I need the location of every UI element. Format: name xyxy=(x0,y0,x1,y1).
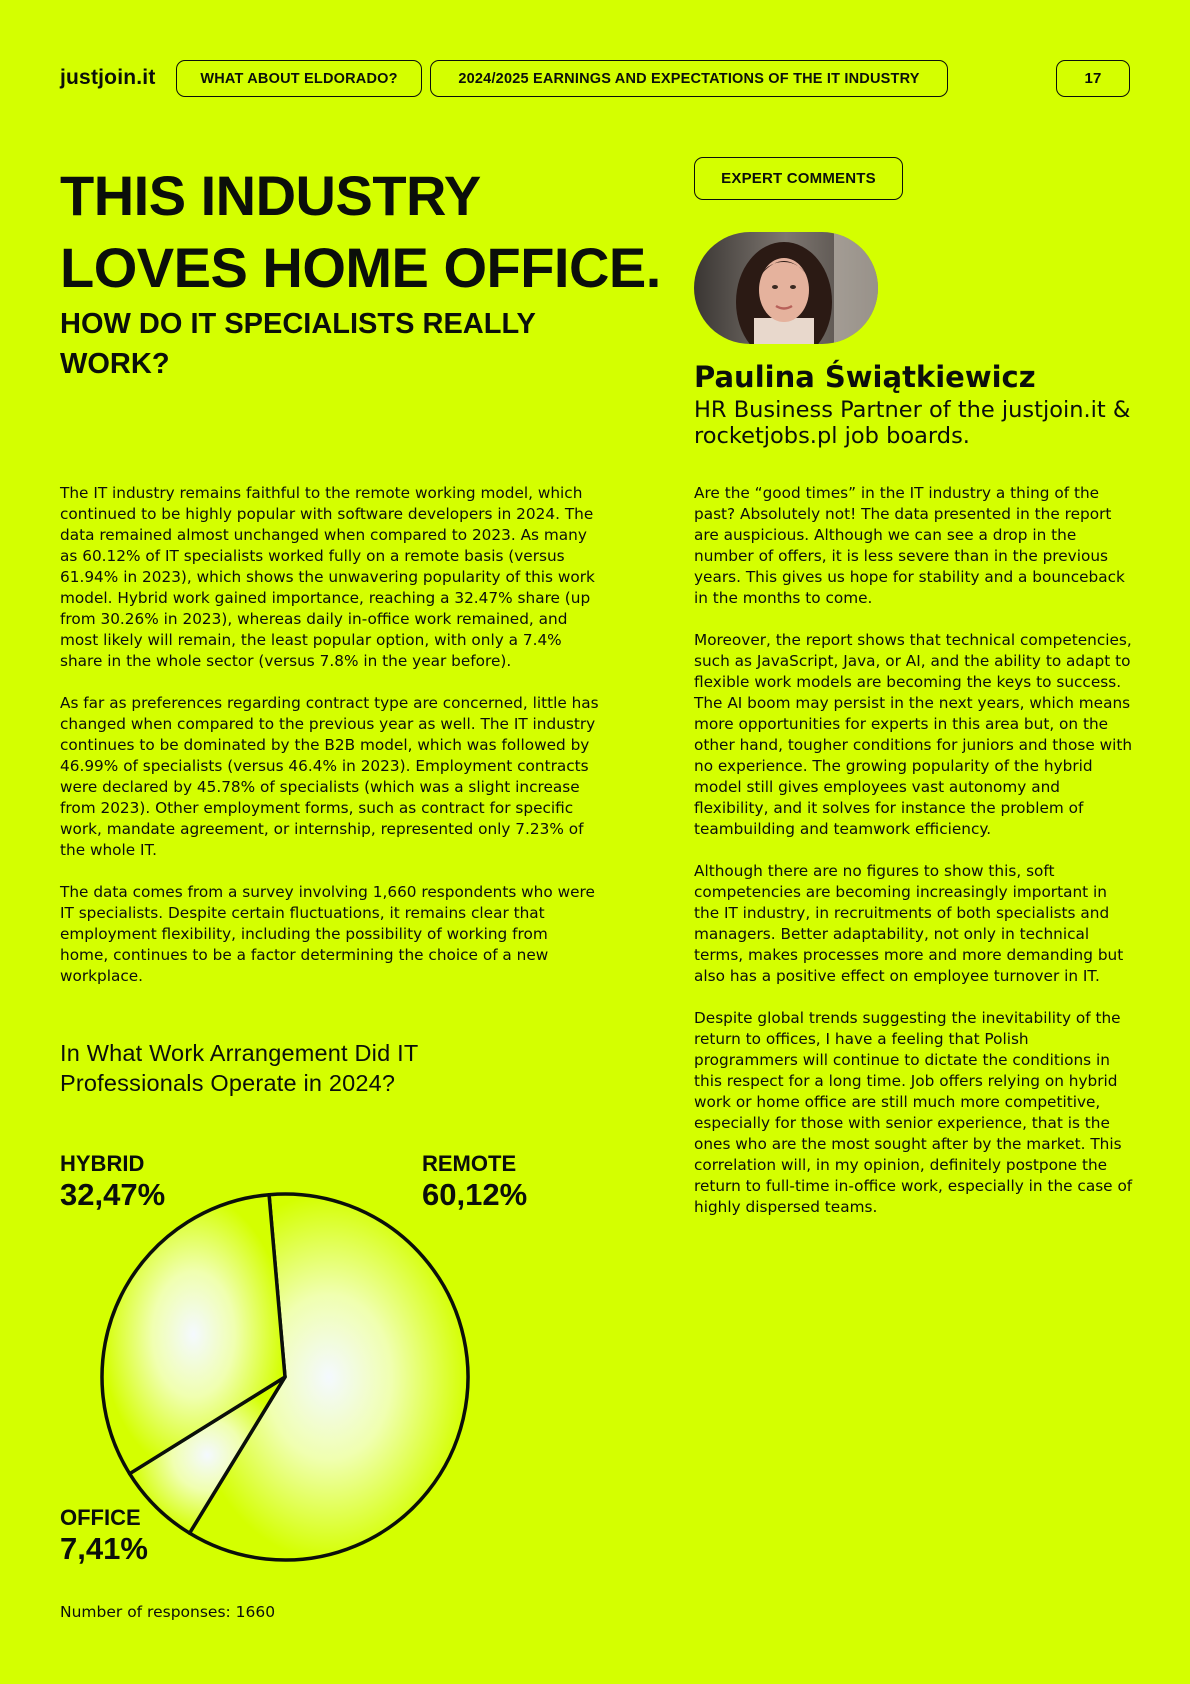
slice-value-remote: 60,12% xyxy=(422,1177,528,1212)
expert-name: Paulina Świątkiewicz xyxy=(694,360,1036,394)
article-paragraph: The data comes from a survey involving 1,660 respondents who were IT specialists. Despite certain fluctuations, it remains clear that employment flexibility, including the possibility of working from home, continues to be a factor determining the choice of a new workplace. xyxy=(60,883,595,985)
pie-chart xyxy=(90,1182,480,1572)
slice-label-remote: REMOTE xyxy=(422,1151,517,1176)
article-paragraph: The IT industry remains faithful to the remote working model, which continued to be highly popular with software developers in 2024. The data remained almost unchanged when compared to 2023. As many as 60.12% of IT specialists worked fully on a remote basis (versus 61.94% in 2023), which shows the unwavering popularity of this work model. Hybrid work gained importance, reaching a 32.47% share (up from 30.26% in 2023), whereas daily in-office work remained, and most likely will remain, the least popular option, with only a 7.4% share in the whole sector (versus 7.8% in the year before). xyxy=(60,484,595,670)
nav-what-about-eldorado[interactable]: WHAT ABOUT ELDORADO? xyxy=(176,60,422,97)
expert-role: HR Business Partner of the justjoin.it & rocketjobs.pl job boards. xyxy=(694,397,1131,449)
page-number: 17 xyxy=(1056,60,1130,97)
expert-paragraph: Although there are no figures to show this, soft competencies are becoming increasingly important in the IT industry, in recruitments of both specialists and managers. Better adaptability, not only in technical terms, makes processes more and more demanding but also has a positive effect on employee turnover in IT. xyxy=(694,862,1124,985)
expert-comment-body xyxy=(694,483,1134,1239)
slice-label-office: OFFICE xyxy=(60,1505,141,1530)
title-line-2: LOVES HOME OFFICE. xyxy=(60,236,661,299)
expert-paragraph: Despite global trends suggesting the inevitability of the return to offices, I have a feeling that Polish programmers will continue to dictate the conditions in this respect for a long time. Job offers relying on hybrid work or home office are still much more competitive, especially for those with senior experience, that is the ones who are the most sought after by the market. This correlation will, in my opinion, definitely postpone the return to full-time in-office work, especially in the case of highly dispersed teams. xyxy=(694,1009,1133,1216)
article-body xyxy=(60,483,600,1008)
page-title xyxy=(60,160,661,304)
page-subtitle: HOW DO IT SPECIALISTS REALLY WORK? xyxy=(60,308,536,380)
slice-value-office: 7,41% xyxy=(60,1531,148,1566)
expert-avatar xyxy=(694,232,878,344)
slice-value-hybrid: 32,47% xyxy=(60,1177,166,1212)
expert-paragraph: Moreover, the report shows that technical competencies, such as JavaScript, Java, or AI, and the ability to adapt to flexible work models are becoming the keys to success. The AI boom may persist in the next years, which means more opportunities for experts in this area but, on the other hand, tougher conditions for juniors and those with no experience. The growing popularity of the hybrid model still gives employees vast autonomy and flexibility, and it solves for instance the problem of teambuilding and teamwork efficiency. xyxy=(694,631,1133,838)
article-paragraph: As far as preferences regarding contract type are concerned, little has changed when compared to the previous year as well. The IT industry continues to be dominated by the B2B model, which was followed by 46.99% of specialists (versus 46.4% in 2023). Employment contracts were declared by 45.78% of specialists (which was a slight increase from 2023). Other employment forms, such as contract for specific work, mandate agreement, or internship, represented only 7.23% of the whole IT. xyxy=(60,694,599,859)
justjoin-logo[interactable]: justjoin.it xyxy=(60,66,156,89)
expert-comments-label: EXPERT COMMENTS xyxy=(694,157,903,200)
title-line-1: THIS INDUSTRY xyxy=(60,164,481,227)
chart-title: In What Work Arrangement Did IT Professionals Operate in 2024? xyxy=(60,1040,418,1096)
chart-footnote: Number of responses: 1660 xyxy=(60,1603,276,1621)
expert-paragraph: Are the “good times” in the IT industry a thing of the past? Absolutely not! The data presented in the report are auspicious. Although we can see a drop in the number of offers, it is less severe than in the previous years. This gives us hope for stability and a bounceback in the months to come. xyxy=(694,484,1125,607)
slice-label-hybrid: HYBRID xyxy=(60,1151,145,1176)
nav-earnings-report[interactable]: 2024/2025 EARNINGS AND EXPECTATIONS OF THE IT INDUSTRY xyxy=(430,60,948,97)
